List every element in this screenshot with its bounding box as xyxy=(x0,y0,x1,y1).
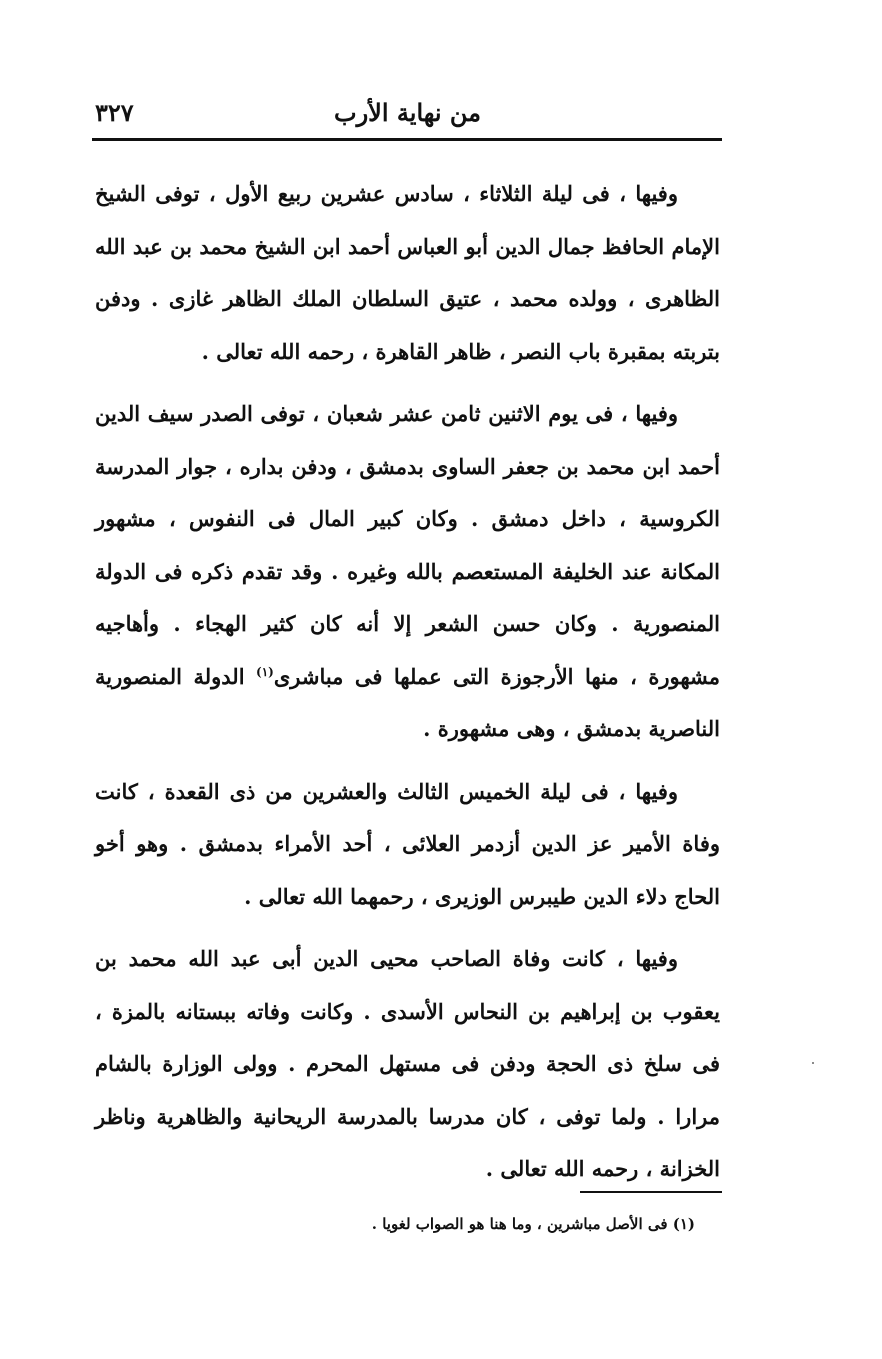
running-title: من نهاية الأرب xyxy=(334,97,481,127)
paragraph-text-tail: الدولة المنصورية الناصرية بدمشق ، وهى مشهورة . xyxy=(95,663,720,741)
footnote-marker: (١) xyxy=(256,664,274,679)
body-text xyxy=(95,168,720,1206)
footnote-rule xyxy=(580,1191,722,1193)
paragraph xyxy=(95,933,720,1196)
paragraph-text: وفيها ، فى يوم الاثنين ثامن عشر شعبان ، توفى الصدر سيف الدين أحمد ابن محمد بن جعفر الساوى بدمشق ، ودفن بداره ، جوار المدرسة الكروسية ، داخل دمشق . وكان كبير المال فى النفوس ، مشهور المكانة عند الخليفة المستعصم بالله وغيره . وقد تقدم ذكره فى الدولة المنصورية . وكان حسن الشعر إلا أنه كان كثير الهجاء . وأهاجيه مشهورة ، منها الأرجوزة التى عملها فى مباشرى xyxy=(95,401,720,689)
paragraph xyxy=(95,766,720,924)
header-rule xyxy=(92,138,722,141)
page-header xyxy=(95,88,720,136)
scan-speck xyxy=(812,1062,814,1064)
paragraph-text: وفيها ، كانت وفاة الصاحب محيى الدين أبى عبد الله محمد بن يعقوب بن إبراهيم بن النحاس الأسدى . وكانت وفاته ببستانه بالمزة ، فى سلخ ذى الحجة ودفن فى مستهل المحرم . وولى الوزارة بالشام مرارا . ولما توفى ، كان مدرسا بالمدرسة الريحانية والظاهرية وناظر الخزانة ، رحمه الله تعالى . xyxy=(95,946,720,1181)
paragraph xyxy=(95,168,720,378)
footnote: (١) فى الأصل مباشرين ، وما هنا هو الصواب لغويا . xyxy=(371,1215,695,1233)
paragraph-text: وفيها ، فى ليلة الثلاثاء ، سادس عشرين ربيع الأول ، توفى الشيخ الإمام الحافظ جمال الدين أبو العباس أحمد ابن الشيخ محمد بن عبد الله الظاهرى ، وولده محمد ، عتيق السلطان الملك الظاهر غازى . ودفن بتربته بمقبرة باب النصر ، ظاهر القاهرة ، رحمه الله تعالى . xyxy=(95,181,720,364)
paragraph-text: وفيها ، فى ليلة الخميس الثالث والعشرين من ذى القعدة ، كانت وفاة الأمير عز الدين أزدمر العلائى ، أحد الأمراء بدمشق . وهو أخو الحاج دلاء الدين طيبرس الوزيرى ، رحمهما الله تعالى . xyxy=(95,778,720,909)
page-number: ٣٢٧ xyxy=(95,97,134,127)
paragraph xyxy=(95,388,720,756)
